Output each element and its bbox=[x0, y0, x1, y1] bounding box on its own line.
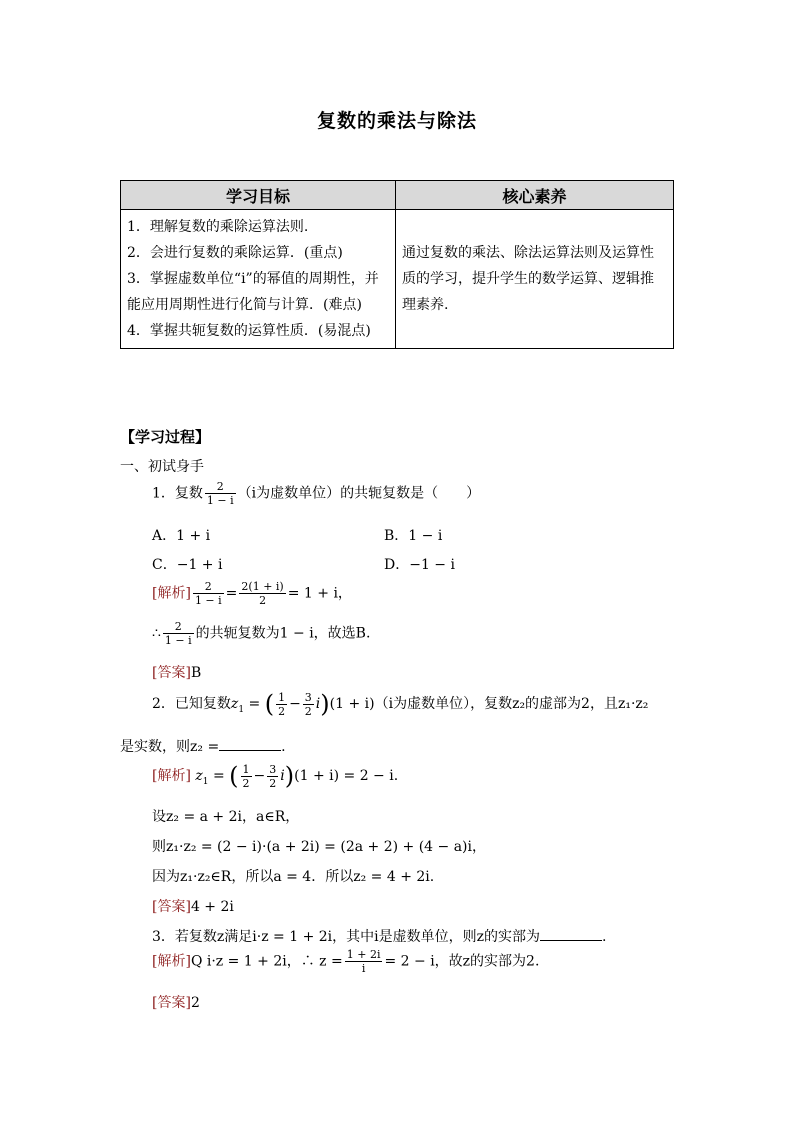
question-1 bbox=[152, 480, 480, 507]
q1-suffix: （i为虚数单位）的共轭复数是（ ） bbox=[237, 485, 481, 502]
option-b: B．1 − i bbox=[384, 528, 443, 544]
literacy-cell: 通过复数的乘法、除法运算法则及运算性质的学习，提升学生的数学运算、逻辑推理素养. bbox=[396, 210, 674, 349]
q2-analysis: [解析] $z_1$ = ( $\frac{1}{2}$ − $\frac{3}{2}$ i)(1 + i) = 2 − i. bbox=[152, 762, 399, 790]
process-heading: 【学习过程】 bbox=[120, 428, 211, 446]
q1-analysis-result: = 1 + i， bbox=[287, 585, 352, 602]
q1-conclusion-frac: $\frac{2}{1 - i}$ bbox=[164, 620, 192, 647]
q2-step-3: 因为z₁·z₂∈R，所以a = 4．所以z₂ = 4 + 2i. bbox=[152, 869, 435, 885]
goals-cell bbox=[121, 210, 396, 349]
question-3: 3．若复数z满足i·z = 1 + 2i，其中i是虚数单位，则z的实部为 . bbox=[152, 926, 606, 946]
q2-answer: [答案]4 + 2i bbox=[152, 899, 234, 915]
answer-blank bbox=[219, 736, 281, 751]
page-title: 复数的乘法与除法 bbox=[316, 110, 477, 132]
option-d: D．−1 − i bbox=[384, 557, 455, 573]
question-2-line2: 是实数，则z₂ = . bbox=[120, 736, 286, 756]
q1-fraction: $\frac{2}{1 - i}$ bbox=[206, 480, 234, 507]
header-core-literacy: 核心素养 bbox=[396, 181, 674, 210]
goal-item: 4．掌握共轭复数的运算性质．(易混点) bbox=[127, 323, 371, 339]
header-learning-goals: 学习目标 bbox=[121, 181, 396, 210]
q1-prefix: 1．复数 bbox=[152, 485, 203, 502]
q3-answer: [答案]2 bbox=[152, 995, 200, 1011]
option-c: C．−1 + i bbox=[152, 557, 223, 573]
q3-analysis: [解析]Q i·z = 1 + 2i，∴ z = $\frac{1 + 2i}{i}$ = 2 − i，故z的实部为2. bbox=[152, 948, 540, 975]
goal-item: 3．掌握虚数单位“i”的幂值的周期性，并能应用周期性进行化简与计算．(难点) bbox=[127, 271, 379, 313]
question-2: 2．已知复数$z_1$ = ( $\frac{1}{2}$ − $\frac{3}{2}$ i)(1 + i)（i为虚数单位），复数z₂的虚部为2，且z₁·z₂ bbox=[152, 690, 649, 718]
section-heading: 一、初试身手 bbox=[120, 459, 204, 475]
option-a: A．1 + i bbox=[152, 528, 211, 544]
q1-analysis: [解析] $\frac{2}{1 - i}$ = $\frac{2(1 + i)}{2}$ = 1 + i， bbox=[152, 580, 352, 607]
goal-item: 2．会进行复数的乘除运算．(重点) bbox=[127, 245, 343, 261]
q1-conclusion: ∴ $\frac{2}{1 - i}$ 的共轭复数为1 − i，故选B. bbox=[152, 620, 371, 647]
q1-analysis-frac-a: $\frac{2}{1 - i}$ bbox=[194, 580, 222, 607]
answer-label: [答案] bbox=[152, 665, 191, 681]
q2-step-1: 设z₂ = a + 2i，a∈R， bbox=[152, 809, 300, 825]
q1-answer bbox=[152, 662, 201, 682]
q1-analysis-frac-b: $\frac{2(1 + i)}{2}$ bbox=[241, 580, 284, 607]
answer-value: B bbox=[190, 665, 202, 681]
answer-blank bbox=[540, 926, 602, 941]
objectives-table bbox=[120, 180, 674, 349]
q2-step-2: 则z₁·z₂ = (2 − i)·(a + 2i) = (2a + 2) + (4 − a)i， bbox=[152, 839, 486, 855]
goal-item: 1．理解复数的乘除运算法则. bbox=[127, 219, 309, 235]
analysis-label: [解析] bbox=[152, 585, 191, 602]
